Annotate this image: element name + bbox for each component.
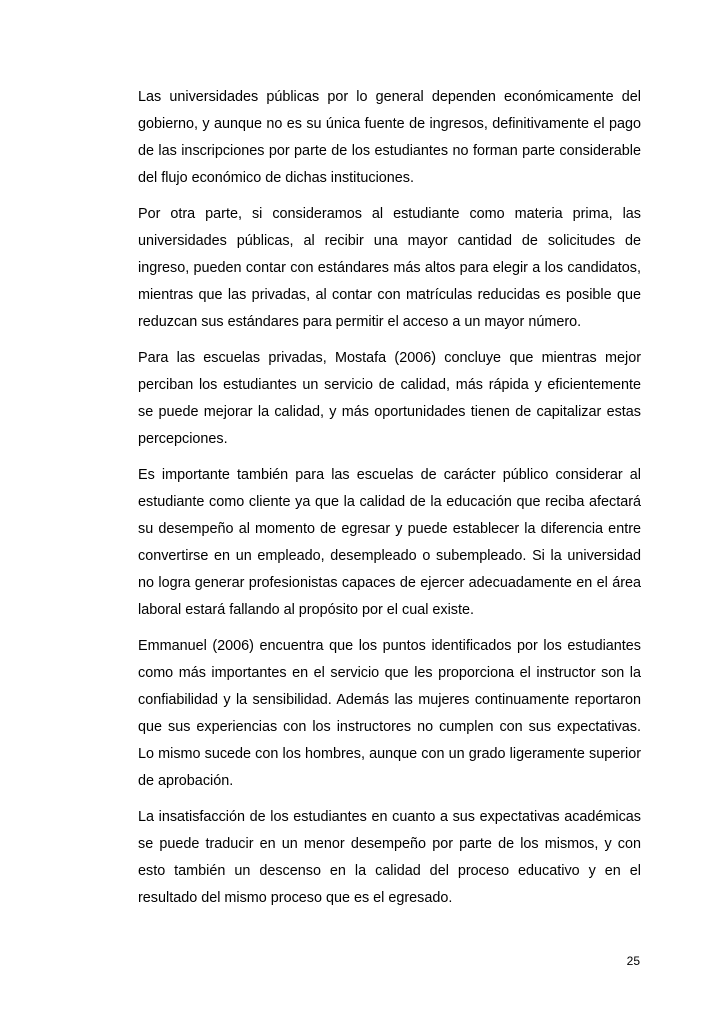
paragraph-5: Emmanuel (2006) encuentra que los puntos identificados por los estudiantes como más importantes en el servicio que les proporciona el instructor son la confiabilidad y la sensibilidad. Además las mujeres continuamente reportaron que sus experiencias con los instructores no cumplen con sus expectativas. Lo mismo sucede con los hombres, aunque con un grado ligeramente superior de aprobación. xyxy=(138,638,641,789)
page-number: 25 xyxy=(626,954,640,968)
paragraph-4: Es importante también para las escuelas de carácter público considerar al estudiante como cliente ya que la calidad de la educación que reciba afectará su desempeño al momento de egresar y puede establecer la diferencia entre convertirse en un empleado, desempleado o subempleado. Si la universidad no logra generar profesionistas capaces de ejercer adecuadamente en el área laboral estará fallando al propósito por el cual existe. xyxy=(138,467,641,618)
paragraph-3: Para las escuelas privadas, Mostafa (2006) concluye que mientras mejor perciban los estudiantes un servicio de calidad, más rápida y eficientemente se puede mejorar la calidad, y más oportunidades tienen de capitalizar estas percepciones. xyxy=(138,350,641,447)
body-text xyxy=(138,84,641,921)
paragraph-6: La insatisfacción de los estudiantes en cuanto a sus expectativas académicas se puede traducir en un menor desempeño por parte de los mismos, y con esto también un descenso en la calidad del proceso educativo y en el resultado del mismo proceso que es el egresado. xyxy=(138,809,641,906)
paragraph-2: Por otra parte, si consideramos al estudiante como materia prima, las universidades públicas, al recibir una mayor cantidad de solicitudes de ingreso, pueden contar con estándares más altos para elegir a los candidatos, mientras que las privadas, al contar con matrículas reducidas es posible que reduzcan sus estándares para permitir el acceso a un mayor número. xyxy=(138,206,641,330)
paragraph-1: Las universidades públicas por lo general dependen económicamente del gobierno, y aunque no es su única fuente de ingresos, definitivamente el pago de las inscripciones por parte de los estudiantes no forman parte considerable del flujo económico de dichas instituciones. xyxy=(138,89,641,186)
